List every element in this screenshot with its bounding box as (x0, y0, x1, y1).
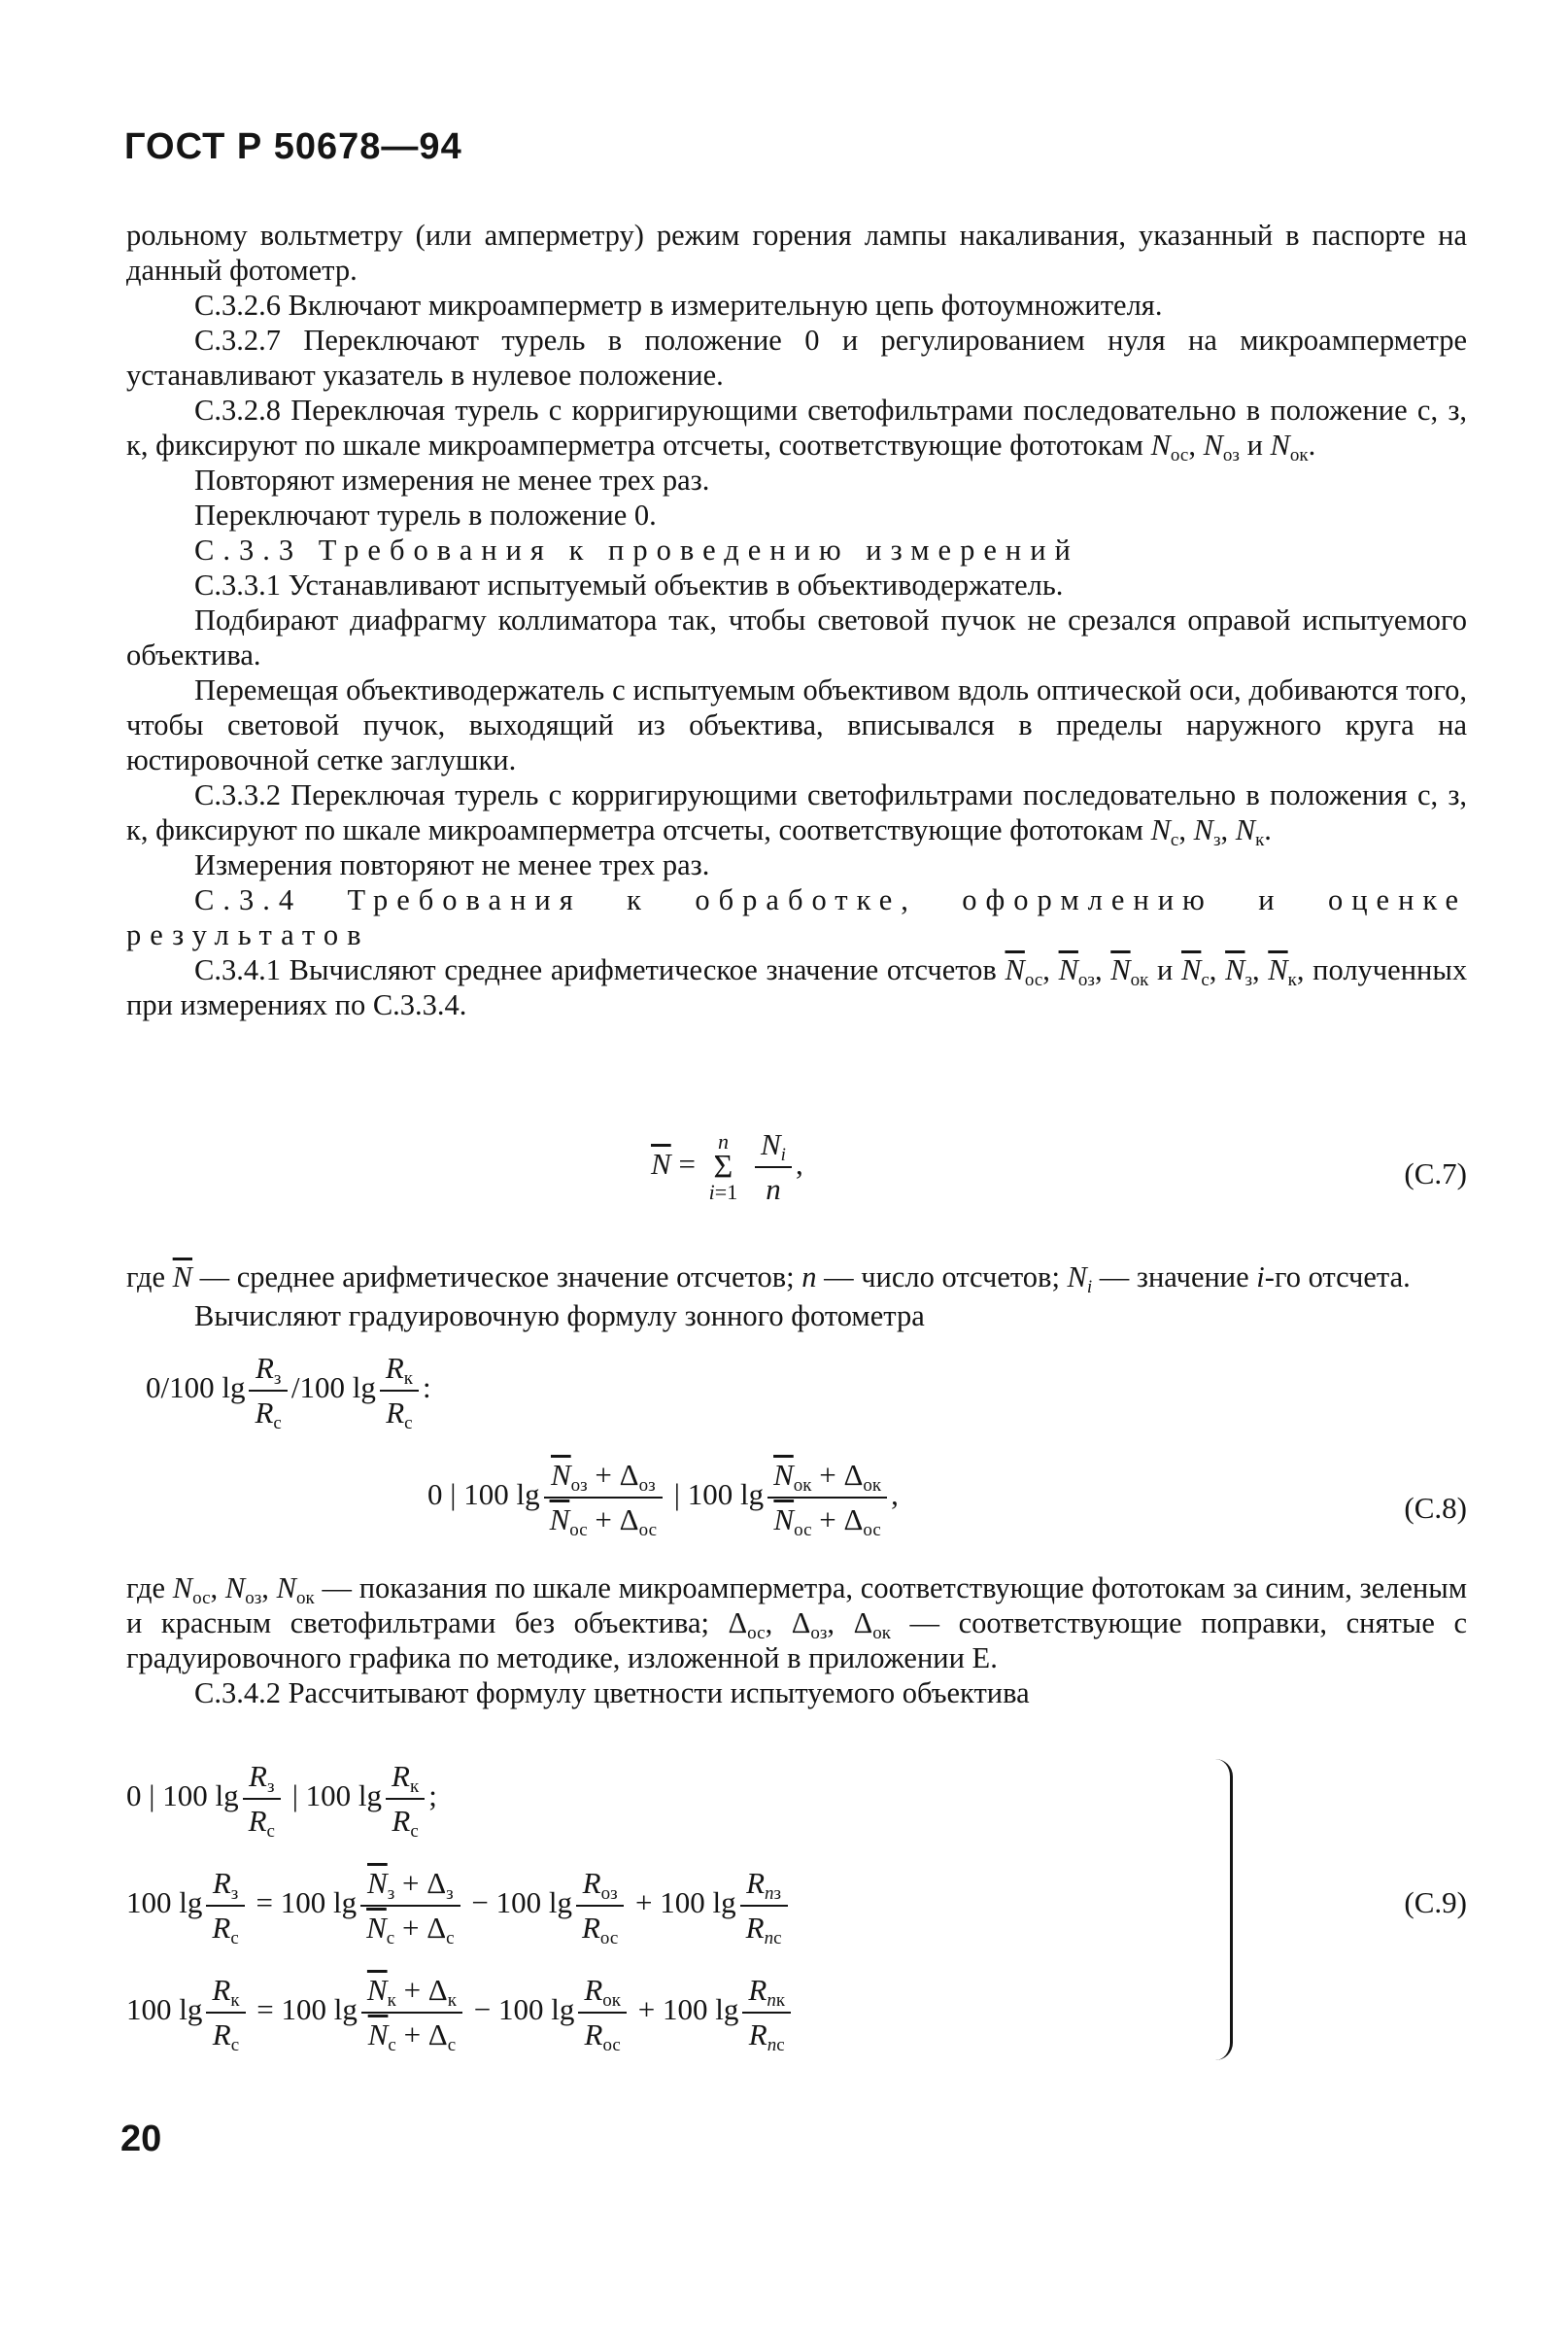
equation-c7: $\overline{N}$ = n Σ i=1 $\frac{N_i}{n}$ , (С.7) (651, 1127, 1467, 1206)
document-header: ГОСТ Р 50678—94 (124, 126, 462, 167)
paragraph: С.3.3.2 Переключая турель с корригирующими светофильтрами последовательно в положения с, з, к, фиксируют по шкале микроамперметра отсчеты, соответствующие фототокам $N_с$, $N_з$, $N_к$. (126, 778, 1467, 850)
equation-number: (С.7) (1404, 1156, 1467, 1190)
paragraph: где $\overline{N}$ — среднее арифметическое значение отсчетов; n — число отсчетов; $N_i$ — значение i-го отсчета. (126, 1260, 1411, 1297)
section-heading: С.3.4 Требования к обработке, оформлению и оценке результатов (126, 883, 1467, 951)
paragraph: где $N_{ос}$, $N_{оз}$, $N_{ок}$ — показания по шкале микроамперметра, соответствующие фототокам за синим, зеленым и красным светофильтрами без объектива; $\Delta_{ос}$, $\Delta_{оз}$, $\Delta_{ок}$ — соответствующие поправки, снятые с градуировочного графика по методике, изложенной в приложении Е. (126, 1571, 1468, 1674)
paragraph: Вычисляют градуировочную формулу зонного фотометра (194, 1299, 925, 1332)
paragraph: С.3.4.1 Вычисляют среднее арифметическое значение отсчетов $\overline{N}_{ос}$, $\overline{N}_{оз}$, $\overline{N}_{ок}$ и $\overline{N}_с$, $\overline{N}_з$, $\overline{N}_к$, полученных при измерениях по С.3.3.4. (126, 953, 1468, 1021)
paragraph: рольному вольтметру (или амперметру) режим горения лампы накаливания, указанный в паспорте на данный фотометр. (126, 219, 1467, 287)
paragraph: Повторяют измерения не менее трех раз. (194, 464, 710, 497)
paragraph: Подбирают диафрагму коллиматора так, чтобы световой пучок не срезался оправой испытуемого объектива. (126, 603, 1467, 672)
paragraph: С.3.3.1 Устанавливают испытуемый объектив в объективодержатель. (194, 569, 1064, 602)
paragraph: Измерения повторяют не менее трех раз. (194, 848, 710, 881)
equation-c9: 0 | 100 lg $\frac{R_з}{R_с}$ | 100 lg $\frac{R_к}{R_с}$ ; 100 lg $\frac{R_з}{R_с}$ = 100 lg $\frac{\overline{N}_з + \Delta_з}{\overline{N}_с + \Delta_с}$ − 100 lg $\frac{R_{оз}}{R_{ос}}$ + 100 lg $\frac{R_{nз}}{R_{nс}}$ 100 lg $\frac{R_к}{R_с}$ = 100 lg $\frac{\overline{N}_к + \Delta_к}{\overline{N}_с + \Delta_с}$ − 100 lg $\frac{R_{ок}}{R_{ос}}$ + 100 lg $\frac{R_{nк}}{R_{nс}}$ (С.9) (126, 1759, 1467, 2080)
section-heading: С.3.3 Требования к проведению измерений (194, 534, 1079, 567)
paragraph: С.3.2.8 Переключая турель с корригирующими светофильтрами последовательно в положение с, з, к, фиксируют по шкале микроамперметра отсчеты, соответствующие фототокам $N_{ос}$, $N_{оз}$ и $N_{ок}$. (126, 394, 1467, 465)
page-body-3 (126, 1570, 1467, 1710)
paragraph: С.3.4.2 Рассчитывают формулу цветности испытуемого объектива (194, 1676, 1030, 1709)
page-number: 20 (120, 2119, 162, 2159)
page-body-2 (126, 1259, 1467, 1333)
calibration-formula: 0/100 lg $\frac{R_з}{R_с}$ /100 lg $\frac{R_к}{R_с}$ : (146, 1351, 431, 1433)
paragraph: С.3.2.7 Переключают турель в положение 0 и регулированием нуля на микроамперметре устанавливают указатель в нулевое положение. (126, 324, 1467, 392)
equation-number: (С.8) (1404, 1491, 1467, 1525)
paragraph: Переключают турель в положение 0. (194, 499, 657, 532)
right-brace (1205, 1759, 1233, 2060)
paragraph: С.3.2.6 Включают микроамперметр в измерительную цепь фотоумножителя. (194, 289, 1163, 322)
page-body (126, 218, 1467, 1022)
paragraph: Перемещая объективодержатель с испытуемым объективом вдоль оптической оси, добиваются того, чтобы световой пучок, выходящий из объектива, вписывался в пределы наружного круга на юстировочной сетке заглушки. (126, 673, 1467, 776)
equation-number: (С.9) (1404, 1885, 1467, 1919)
equation-c8: 0 | 100 lg $\frac{\overline{N}_{оз} + \Delta_{оз}}{\overline{N}_{ос} + \Delta_{ос}}$ | 100 lg $\frac{\overline{N}_{ок} + \Delta_{ок}}{\overline{N}_{ос} + \Delta_{ос}}$ , (С.8) (427, 1458, 1467, 1540)
